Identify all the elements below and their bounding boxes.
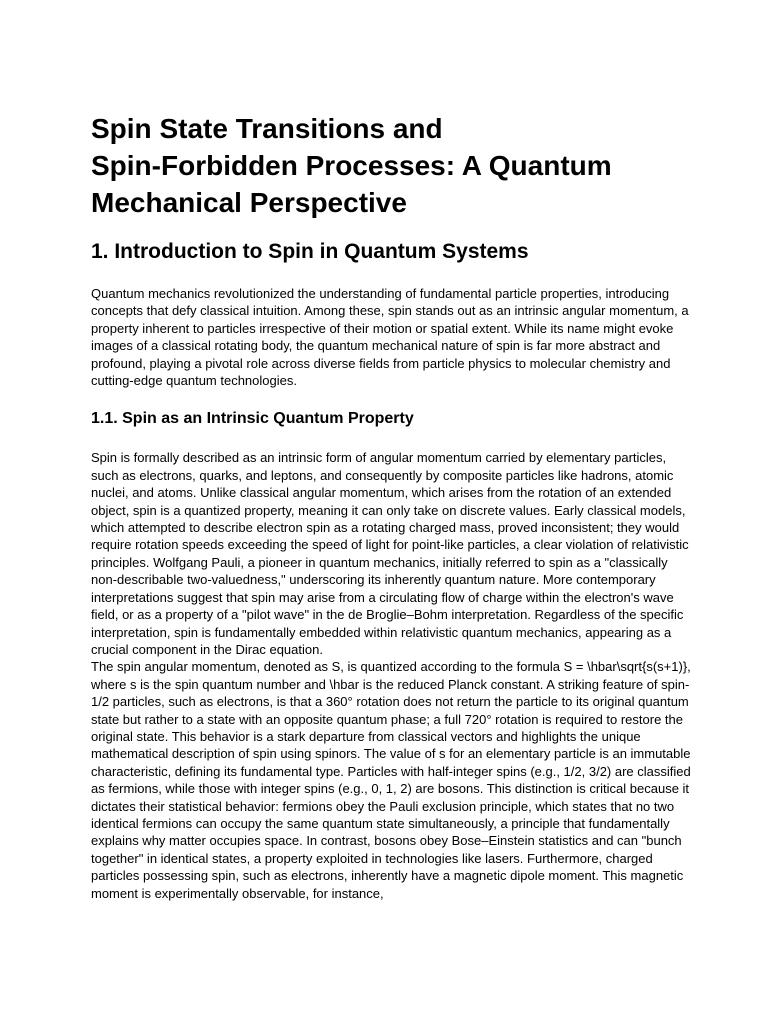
section-1-1-paragraph-1: Spin is formally described as an intrinsic form of angular momentum carried by elementary particles, such as electrons, quarks, and leptons, and consequently by composite particles like hadrons, atomic nuclei, and atoms. Unlike classical angular momentum, which arises from the rotation of an extended object, spin is a quantized property, meaning it can only take on discrete values. Early classical models, which attempted to describe electron spin as a rotating charged mass, proved inconsistent; they would require rotation speeds exceeding the speed of light for point-like particles, a clear violation of relativistic principles. Wolfgang Pauli, a pioneer in quantum mechanics, initially referred to spin as a "classically non-describable two-valuedness," underscoring its inherently quantum nature. More contemporary interpretations suggest that spin may arise from a circulating flow of charge within the electron's wave field, or as a property of a "pilot wave" in the de Broglie–Bohm interpretation. Regardless of the specific interpretation, spin is fundamentally embedded within relativistic quantum mechanics, appearing as a crucial component in the Dirac equation. [91, 450, 689, 657]
section-1-1-heading: 1.1. Spin as an Intrinsic Quantum Property [91, 410, 414, 428]
document-title: Spin State Transitions and Spin-Forbidden Processes: A Quantum Mechanical Perspective [91, 113, 612, 218]
section-1-1-paragraph-2: The spin angular momentum, denoted as S, is quantized according to the formula S = \hbar\sqrt{s(s+1)}, where s is the spin quantum number and \hbar is the reduced Planck constant. A striking feature of spin-1/2 particles, such as electrons, is that a 360° rotation does not return the particle to its original quantum state but rather to a state with an opposite quantum phase; a full 720° rotation is required to restore the original state. This behavior is a stark departure from classical vectors and highlights the unique mathematical description of spin using spinors. The value of s for an elementary particle is an immutable characteristic, defining its fundamental type. Particles with half-integer spins (e.g., 1/2, 3/2) are classified as fermions, while those with integer spins (e.g., 0, 1, 2) are bosons. This distinction is critical because it dictates their statistical behavior: fermions obey the Pauli exclusion principle, which states that no two identical fermions can occupy the same quantum state simultaneously, a principle that fundamentally explains why matter occupies space. In contrast, bosons obey Bose–Einstein statistics and can "bunch together" in identical states, a property exploited in technologies like lasers. Furthermore, charged particles possessing spin, such as electrons, inherently have a magnetic dipole moment. This magnetic moment is experimentally observable, for instance, [91, 659, 691, 901]
document-content [91, 110, 691, 902]
section-1-paragraph: Quantum mechanics revolutionized the understanding of fundamental particle properties, introducing concepts that defy classical intuition. Among these, spin stands out as an intrinsic angular momentum, a property inherent to particles irrespective of their motion or spatial extent. While its name might evoke images of a classical rotating body, the quantum mechanical nature of spin is far more abstract and profound, playing a pivotal role across diverse fields from particle physics to molecular chemistry and cutting-edge quantum technologies. [91, 286, 689, 389]
section-1-heading: 1. Introduction to Spin in Quantum Systems [91, 240, 529, 263]
